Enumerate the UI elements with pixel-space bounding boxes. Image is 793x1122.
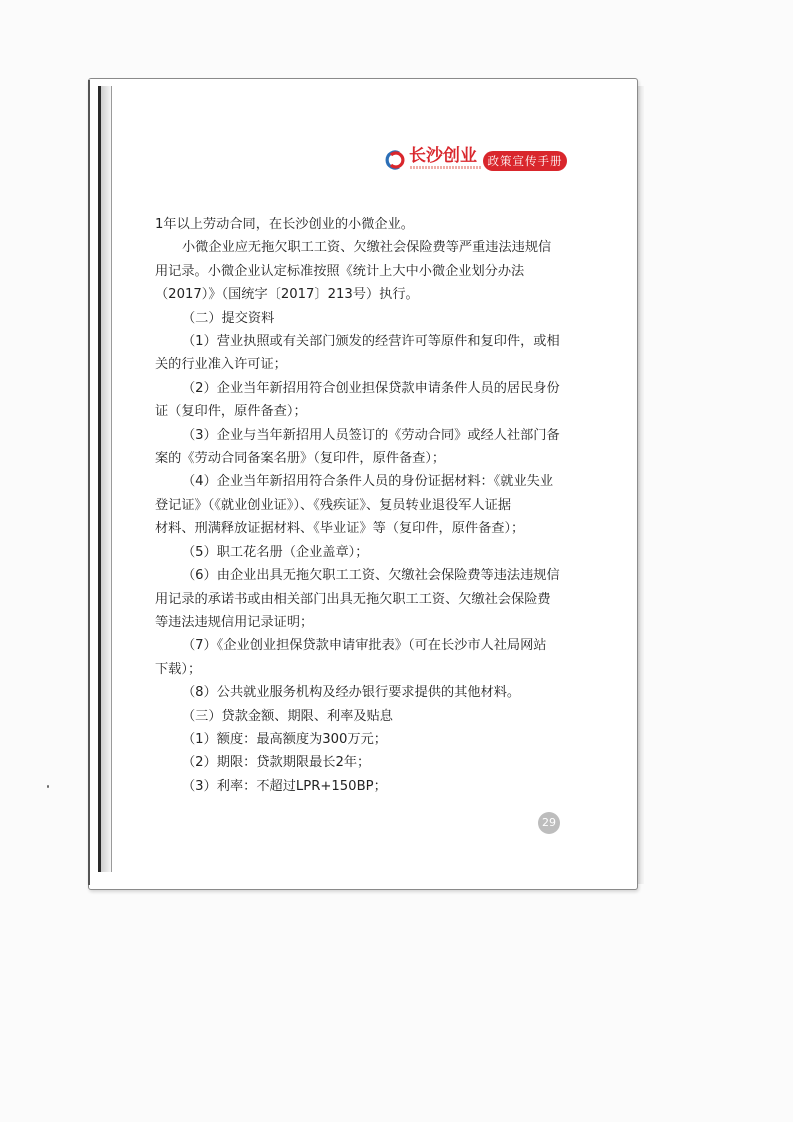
paragraph-line: 下载）； bbox=[155, 661, 202, 677]
paragraph-line-first: （4）企业当年新招用符合条件人员的身份证据材料：《就业失业 bbox=[182, 474, 554, 490]
brochure-tagline-badge: 政策宣传手册 bbox=[483, 151, 567, 171]
paragraph-line: 案的《劳动合同备案名册》（复印件，原件备查）； bbox=[155, 451, 446, 467]
brand-subtitle-strip bbox=[410, 166, 482, 169]
paragraph-line-first: （1）额度：最高额度为300万元； bbox=[182, 731, 387, 747]
paragraph-line-first: （6）由企业出具无拖欠职工工资、欠缴社会保险费等违法违规信 bbox=[182, 568, 560, 584]
paragraph-line-first: （1）营业执照或有关部门颁发的经营许可等原件和复印件，或相 bbox=[182, 334, 560, 350]
paragraph-line: 用记录的承诺书或由相关部门出具无拖欠职工工资、欠缴社会保险费 bbox=[155, 591, 551, 607]
paragraph-line-first: （5）职工花名册（企业盖章）； bbox=[182, 544, 369, 560]
brand-name: 长沙创业 bbox=[409, 146, 477, 166]
paragraph-line-first: （8）公共就业服务机构及经办银行要求提供的其他材料。 bbox=[182, 685, 521, 701]
document-body bbox=[155, 213, 575, 798]
page-left-edge bbox=[88, 80, 96, 885]
paragraph-line-first: 1年以上劳动合同，在长沙创业的小微企业。 bbox=[155, 217, 414, 232]
brand-logo-icon bbox=[383, 149, 407, 171]
scan-speck bbox=[47, 785, 49, 788]
paragraph-line-first: （三）贷款金额、期限、利率及贴息 bbox=[182, 708, 393, 724]
page-number: 29 bbox=[538, 812, 560, 834]
paragraph-line: 等违法违规信用记录证明； bbox=[155, 614, 314, 630]
paragraph-line-first: 小微企业应无拖欠职工工资、欠缴社会保险费等严重违法违规信 bbox=[182, 240, 552, 256]
booklet-binding bbox=[98, 86, 112, 872]
paragraph-line: 用记录。小微企业认定标准按照《统计上大中小微企业划分办法 bbox=[155, 263, 525, 279]
paragraph-line: 材料、刑满释放证据材料、《毕业证》等（复印件，原件备查）； bbox=[155, 521, 525, 537]
paragraph-line: 登记证》（《就业创业证》）、《残疾证》、复员转业退役军人证据 bbox=[155, 497, 512, 513]
paragraph-line-first: （7）《企业创业担保贷款申请审批表》（可在长沙市人社局网站 bbox=[182, 638, 547, 654]
paragraph-line-first: （2）期限：贷款期限最长2年； bbox=[182, 755, 371, 771]
paragraph-line-first: （3）企业与当年新招用人员签订的《劳动合同》或经人社部门备 bbox=[182, 427, 560, 443]
page-header bbox=[383, 145, 573, 175]
paragraph-line-first: （3）利率：不超过LPR+150BP； bbox=[182, 778, 387, 794]
paragraph-line-first: （2）企业当年新招用符合创业担保贷款申请条件人员的居民身份 bbox=[182, 380, 560, 396]
paragraph-line: 关的行业准入许可证； bbox=[155, 357, 287, 373]
paragraph-line: 证（复印件，原件备查）； bbox=[155, 404, 307, 420]
paragraph-line: （2017）》（国统字〔2017〕213号）执行。 bbox=[155, 287, 419, 303]
paragraph-line-first: （二）提交资料 bbox=[182, 310, 275, 326]
